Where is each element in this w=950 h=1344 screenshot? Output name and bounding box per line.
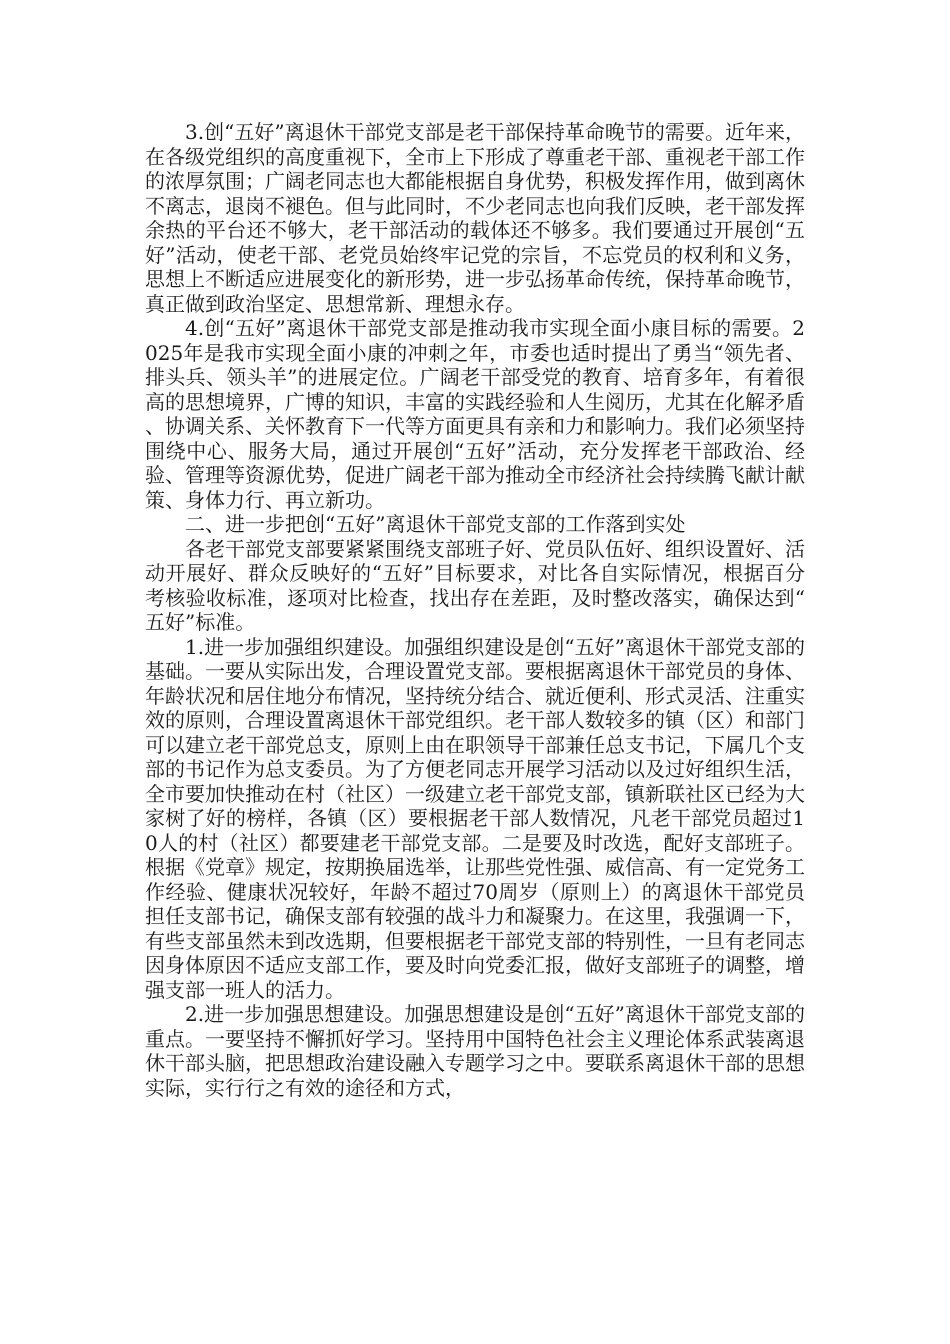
paragraph-section-intro: 各老干部党支部要紧紧围绕支部班子好、党员队伍好、组织设置好、活动开展好、群众反映好的“五好”目标要求，对比各自实际情况，根据百分考核验收标准，逐项对比检查，找出存在差距，及时整改落实，确保达到“五好”标准。 — [145, 536, 805, 634]
paragraph-3-revolutionary-integrity: 3.创“五好”离退休干部党支部是老干部保持革命晚节的需要。近年来，在各级党组织的高度重视下，全市上下形成了尊重老干部、重视老干部工作的浓厚氛围；广阔老同志也大都能根据自身优势，积极发挥作用，做到离休不离志，退岗不褪色。但与此同时，不少老同志也向我们反映，老干部发挥余热的平台还不够大，老干部活动的载体还不够多。我们要通过开展创“五好”活动，使老干部、老党员始终牢记党的宗旨，不忘党员的权利和义务，思想上不断适应进展变化的新形势，进一步弘扬革命传统，保持革命晚节，真正做到政治坚定、思想常新、理想永存。 — [145, 120, 805, 316]
paragraph-1-organization-building: 1.进一步加强组织建设。加强组织建设是创“五好”离退休干部党支部的基础。一要从实际出发，合理设置党支部。要根据离退休干部党员的身体、年龄状况和居住地分布情况，坚持统分结合、就近便利、形式灵活、注重实效的原则，合理设置离退休干部党组织。老干部人数较多的镇（区）和部门可以建立老干部党总支，原则上由在职领导干部兼任总支书记，下属几个支部的书记作为总支委员。为了方便老同志开展学习活动以及过好组织生活，全市要加快推动在村（社区）一级建立老干部党支部，镇新联社区已经为大家树了好的榜样，各镇（区）要根据老干部人数情况，凡老干部党员超过10人的村（社区）都要建老干部党支部。二是要及时改选，配好支部班子。根据《党章》规定，按期换届选举，让那些党性强、威信高、有一定党务工作经验、健康状况较好，年龄不超过70周岁（原则上）的离退休干部党员担任支部书记，确保支部有较强的战斗力和凝聚力。在这里，我强调一下，有些支部虽然未到改选期，但要根据老干部党支部的特别性，一旦有老同志因身体原因不适应支部工作，要及时向党委汇报，做好支部班子的调整，增强支部一班人的活力。 — [145, 634, 805, 1002]
section-heading-two: 二、进一步把创“五好”离退休干部党支部的工作落到实处 — [185, 512, 686, 536]
paragraph-4-moderately-prosperous: 4.创“五好”离退休干部党支部是推动我市实现全面小康目标的需要。2025年是我市实现全面小康的冲刺之年，市委也适时提出了勇当“领先者、排头兵、领头羊”的进展定位。广阔老干部受党的教育、培育多年，有着很高的思想境界，广博的知识，丰富的实践经验和人生阅历，尤其在化解矛盾、协调关系、关怀教育下一代等方面更具有亲和力和影响力。我们必须坚持围绕中心、服务大局，通过开展创“五好”活动，充分发挥老干部政治、经验、管理等资源优势，促进广阔老干部为推动全市经济社会持续腾飞献计献策、身体力行、再立新功。 — [145, 316, 805, 512]
document-body — [145, 120, 805, 1100]
paragraph-2-ideological-building: 2.进一步加强思想建设。加强思想建设是创“五好”离退休干部党支部的重点。一要坚持不懈抓好学习。坚持用中国特色社会主义理论体系武装离退休干部头脑，把思想政治建设融入专题学习之中。要联系离退休干部的思想实际，实行行之有效的途径和方式， — [145, 1002, 805, 1100]
